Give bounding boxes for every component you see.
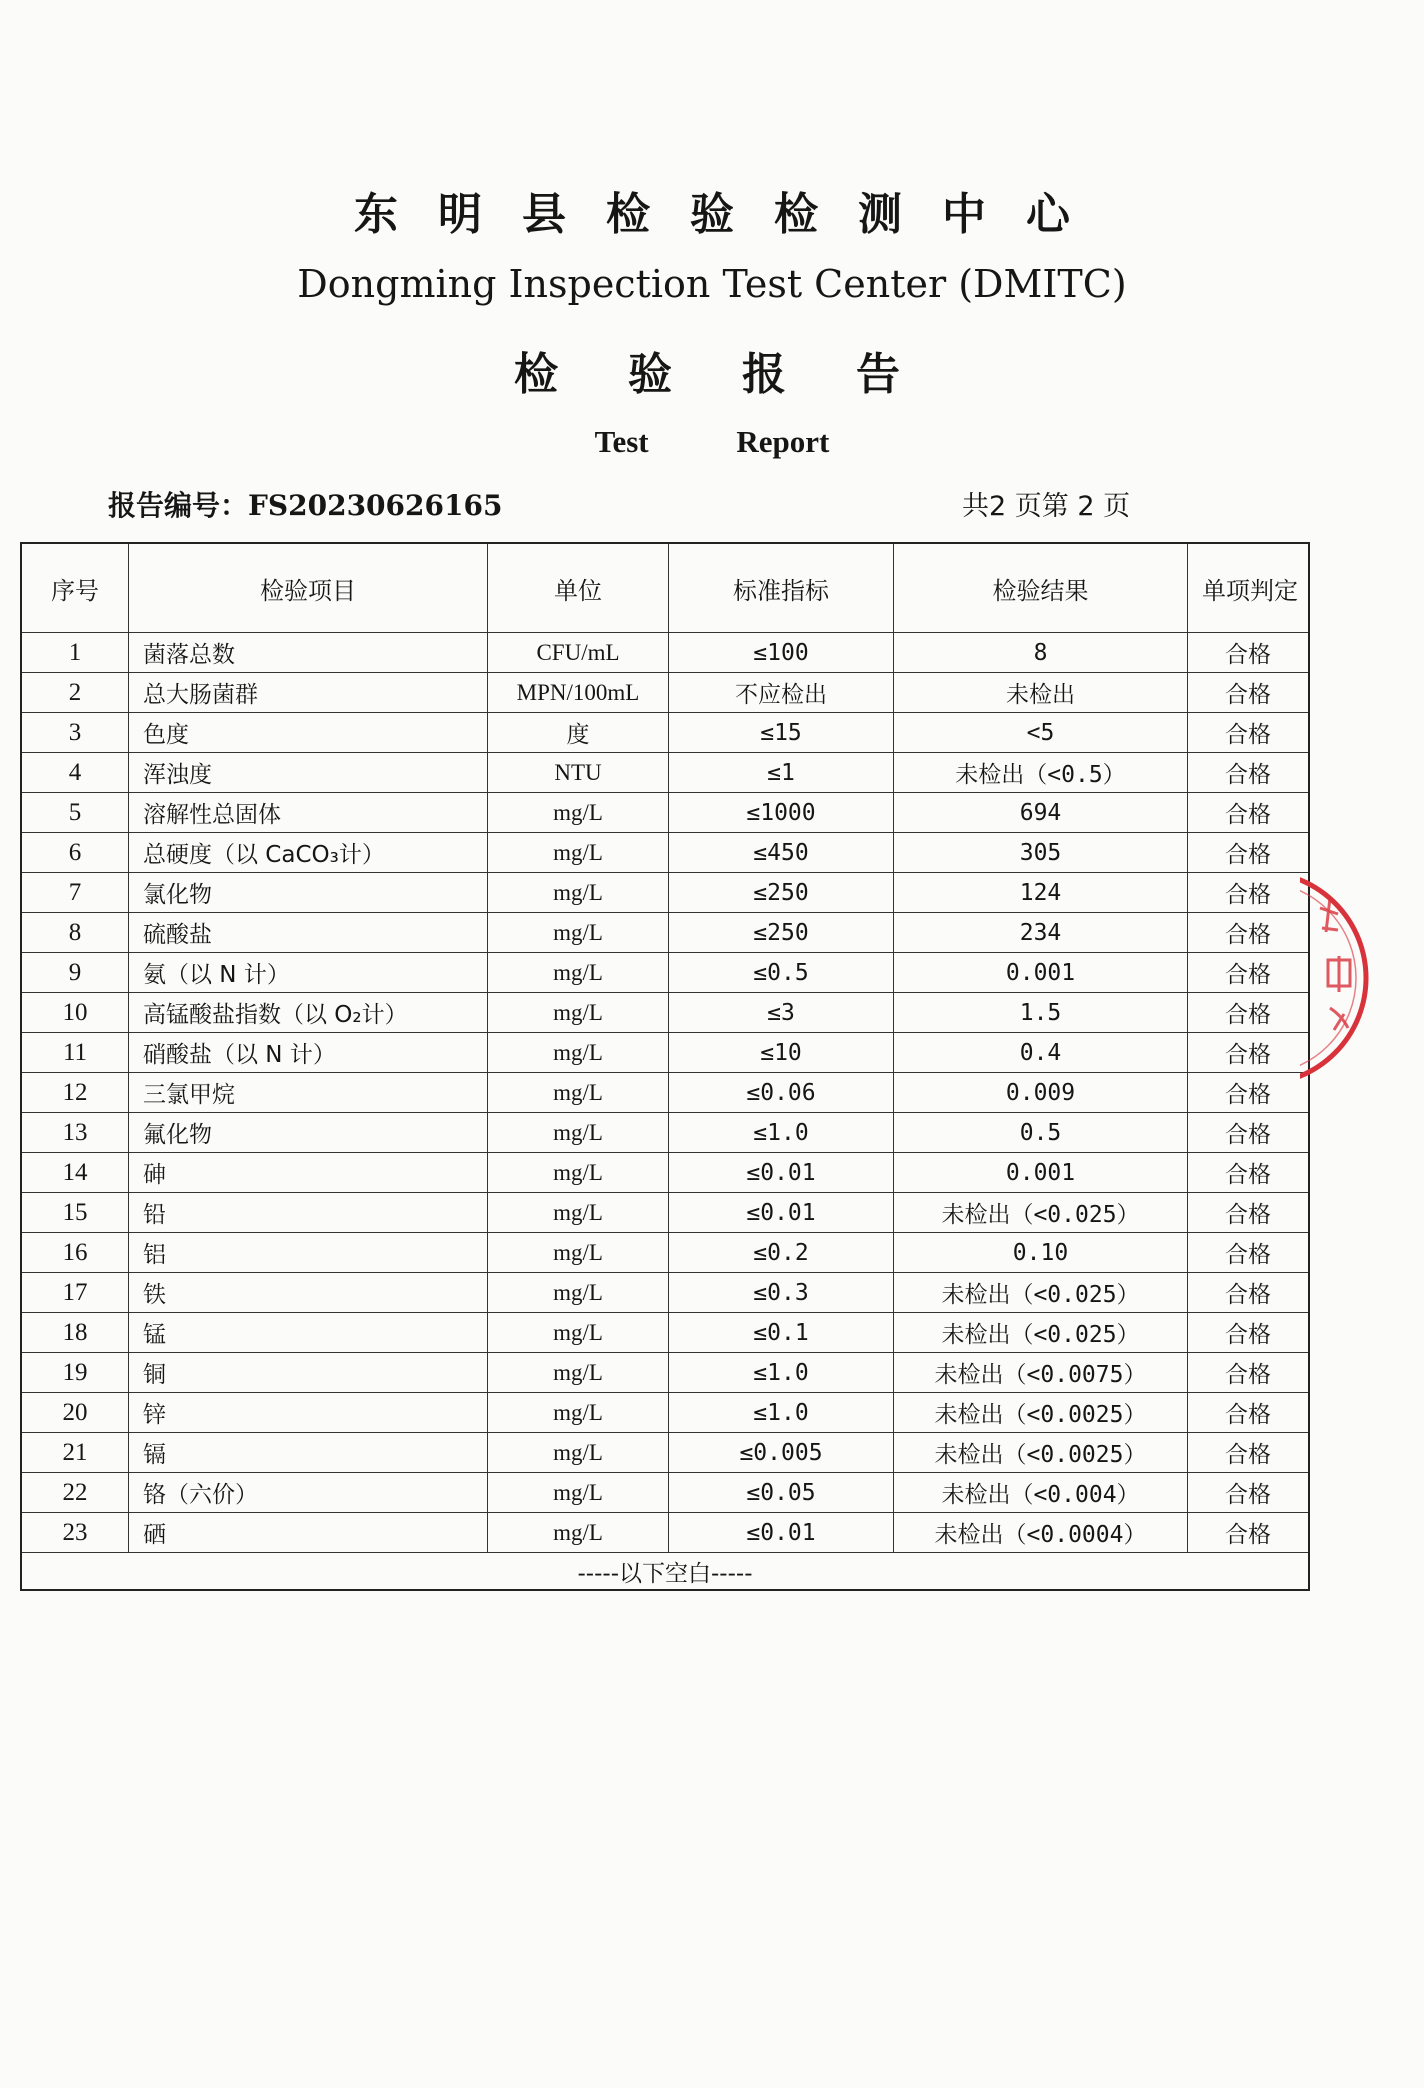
row-standard: ≤1 [669,753,894,793]
row-item: 色度 [129,713,488,753]
report-title-en: Test Report [594,424,830,459]
row-judgement: 合格 [1188,1113,1310,1153]
row-item: 浑浊度 [129,753,488,793]
row-standard: ≤100 [669,633,894,673]
row-result: 8 [894,633,1188,673]
header-no: 序号 [21,543,129,633]
row-no: 12 [21,1073,129,1113]
table-row [21,1153,1309,1193]
row-no: 10 [21,993,129,1033]
row-unit: mg/L [488,833,669,873]
row-result: 未检出（<0.025） [894,1273,1188,1313]
table-row [21,1433,1309,1473]
table-row [21,1273,1309,1313]
table-row [21,993,1309,1033]
row-item: 氯化物 [129,873,488,913]
row-unit: mg/L [488,1313,669,1353]
row-unit: mg/L [488,873,669,913]
row-no: 20 [21,1393,129,1433]
row-judgement: 合格 [1188,833,1310,873]
row-result: 未检出（<0.004） [894,1473,1188,1513]
row-item: 硒 [129,1513,488,1553]
row-result: 0.4 [894,1033,1188,1073]
row-standard: ≤0.2 [669,1233,894,1273]
row-result: 未检出（<0.5） [894,753,1188,793]
row-item: 总大肠菌群 [129,673,488,713]
row-result: 未检出 [894,673,1188,713]
row-judgement: 合格 [1188,1153,1310,1193]
row-standard: ≤0.3 [669,1273,894,1313]
row-item: 总硬度（以 CaCO₃计） [129,833,488,873]
row-result: 694 [894,793,1188,833]
row-result: 未检出（<0.025） [894,1313,1188,1353]
row-unit: 度 [488,713,669,753]
row-no: 15 [21,1193,129,1233]
row-result: 未检出（<0.0004） [894,1513,1188,1553]
table-row [21,1473,1309,1513]
org-name-cn: 东明县检验检测中心 [354,189,1110,240]
row-unit: MPN/100mL [488,673,669,713]
row-standard: 不应检出 [669,673,894,713]
row-unit: CFU/mL [488,633,669,673]
row-item: 铬（六价） [129,1473,488,1513]
row-no: 6 [21,833,129,873]
blank-note: -----以下空白----- [21,1553,1309,1591]
table-row [21,633,1309,673]
row-judgement: 合格 [1188,913,1310,953]
report-number [108,484,502,524]
row-item: 氟化物 [129,1113,488,1153]
row-standard: ≤450 [669,833,894,873]
row-item: 三氯甲烷 [129,1073,488,1113]
row-standard: ≤0.06 [669,1073,894,1113]
row-no: 19 [21,1353,129,1393]
row-standard: ≤15 [669,713,894,753]
row-no: 23 [21,1513,129,1553]
row-item: 溶解性总固体 [129,793,488,833]
seal-stamp-icon [1300,868,1396,1088]
results-table [20,542,1310,1591]
row-result: 234 [894,913,1188,953]
row-result: 305 [894,833,1188,873]
row-no: 2 [21,673,129,713]
row-unit: mg/L [488,913,669,953]
row-judgement: 合格 [1188,873,1310,913]
row-no: 3 [21,713,129,753]
row-no: 17 [21,1273,129,1313]
row-judgement: 合格 [1188,1393,1310,1433]
row-standard: ≤0.005 [669,1433,894,1473]
row-result: 124 [894,873,1188,913]
row-item: 菌落总数 [129,633,488,673]
report-number-label: 报告编号： [108,489,249,522]
row-unit: mg/L [488,1433,669,1473]
header-judgement: 单项判定 [1188,543,1310,633]
row-unit: mg/L [488,953,669,993]
row-no: 1 [21,633,129,673]
row-unit: mg/L [488,1513,669,1553]
row-item: 硝酸盐（以 N 计） [129,1033,488,1073]
row-standard: ≤0.5 [669,953,894,993]
row-judgement: 合格 [1188,1473,1310,1513]
row-standard: ≤250 [669,913,894,953]
table-row [21,1193,1309,1233]
row-unit: mg/L [488,1073,669,1113]
row-judgement: 合格 [1188,793,1310,833]
row-standard: ≤10 [669,1033,894,1073]
table-row [21,913,1309,953]
row-judgement: 合格 [1188,1313,1310,1353]
row-result: 0.009 [894,1073,1188,1113]
blank-note-row [21,1553,1309,1591]
row-judgement: 合格 [1188,673,1310,713]
row-result: <5 [894,713,1188,753]
row-standard: ≤250 [669,873,894,913]
row-judgement: 合格 [1188,1073,1310,1113]
table-row [21,1393,1309,1433]
row-judgement: 合格 [1188,633,1310,673]
row-no: 9 [21,953,129,993]
row-item: 镉 [129,1433,488,1473]
row-judgement: 合格 [1188,1233,1310,1273]
row-unit: mg/L [488,793,669,833]
row-item: 硫酸盐 [129,913,488,953]
row-unit: mg/L [488,993,669,1033]
row-judgement: 合格 [1188,1033,1310,1073]
table-row [21,1073,1309,1113]
row-no: 18 [21,1313,129,1353]
table-row [21,1313,1309,1353]
row-no: 5 [21,793,129,833]
row-unit: mg/L [488,1473,669,1513]
row-item: 铜 [129,1353,488,1393]
table-row [21,1353,1309,1393]
row-item: 铅 [129,1193,488,1233]
row-no: 4 [21,753,129,793]
table-row [21,753,1309,793]
row-item: 高锰酸盐指数（以 O₂计） [129,993,488,1033]
table-row [21,793,1309,833]
row-unit: mg/L [488,1233,669,1273]
row-unit: mg/L [488,1033,669,1073]
row-no: 16 [21,1233,129,1273]
row-unit: mg/L [488,1153,669,1193]
row-result: 0.10 [894,1233,1188,1273]
row-no: 7 [21,873,129,913]
org-name-en: Dongming Inspection Test Center (DMITC) [297,262,1127,306]
row-standard: ≤1.0 [669,1393,894,1433]
table-row [21,1513,1309,1553]
table-row [21,1113,1309,1153]
header-item: 检验项目 [129,543,488,633]
row-item: 氨（以 N 计） [129,953,488,993]
table-row [21,1033,1309,1073]
header-unit: 单位 [488,543,669,633]
row-result: 未检出（<0.0025） [894,1393,1188,1433]
row-judgement: 合格 [1188,1193,1310,1233]
row-standard: ≤0.01 [669,1153,894,1193]
table-row [21,673,1309,713]
row-judgement: 合格 [1188,993,1310,1033]
row-unit: mg/L [488,1193,669,1233]
row-item: 锰 [129,1313,488,1353]
row-standard: ≤0.01 [669,1193,894,1233]
row-judgement: 合格 [1188,1273,1310,1313]
row-unit: mg/L [488,1393,669,1433]
table-row [21,1233,1309,1273]
row-no: 22 [21,1473,129,1513]
table-row [21,833,1309,873]
table-header-row [21,543,1309,633]
row-item: 锌 [129,1393,488,1433]
row-standard: ≤1000 [669,793,894,833]
row-item: 铁 [129,1273,488,1313]
row-judgement: 合格 [1188,713,1310,753]
row-unit: mg/L [488,1113,669,1153]
report-number-value: FS20230626165 [248,489,503,522]
row-result: 1.5 [894,993,1188,1033]
row-no: 14 [21,1153,129,1193]
row-no: 13 [21,1113,129,1153]
table-row [21,873,1309,913]
row-result: 未检出（<0.0075） [894,1353,1188,1393]
header-standard: 标准指标 [669,543,894,633]
row-standard: ≤0.05 [669,1473,894,1513]
row-no: 8 [21,913,129,953]
row-unit: NTU [488,753,669,793]
header-result: 检验结果 [894,543,1188,633]
row-standard: ≤0.01 [669,1513,894,1553]
row-unit: mg/L [488,1273,669,1313]
table-row [21,713,1309,753]
page-info: 共2 页第 2 页 [962,491,1131,522]
row-result: 未检出（<0.0025） [894,1433,1188,1473]
row-result: 未检出（<0.025） [894,1193,1188,1233]
report-title-cn: 检验报告 [514,349,970,400]
row-standard: ≤0.1 [669,1313,894,1353]
row-result: 0.001 [894,1153,1188,1193]
row-judgement: 合格 [1188,953,1310,993]
row-result: 0.5 [894,1113,1188,1153]
row-no: 21 [21,1433,129,1473]
row-item: 铝 [129,1233,488,1273]
row-result: 0.001 [894,953,1188,993]
row-standard: ≤1.0 [669,1113,894,1153]
row-item: 砷 [129,1153,488,1193]
row-unit: mg/L [488,1353,669,1393]
table-row [21,953,1309,993]
row-no: 11 [21,1033,129,1073]
row-judgement: 合格 [1188,1513,1310,1553]
row-judgement: 合格 [1188,1353,1310,1393]
row-standard: ≤1.0 [669,1353,894,1393]
row-judgement: 合格 [1188,753,1310,793]
row-standard: ≤3 [669,993,894,1033]
row-judgement: 合格 [1188,1433,1310,1473]
